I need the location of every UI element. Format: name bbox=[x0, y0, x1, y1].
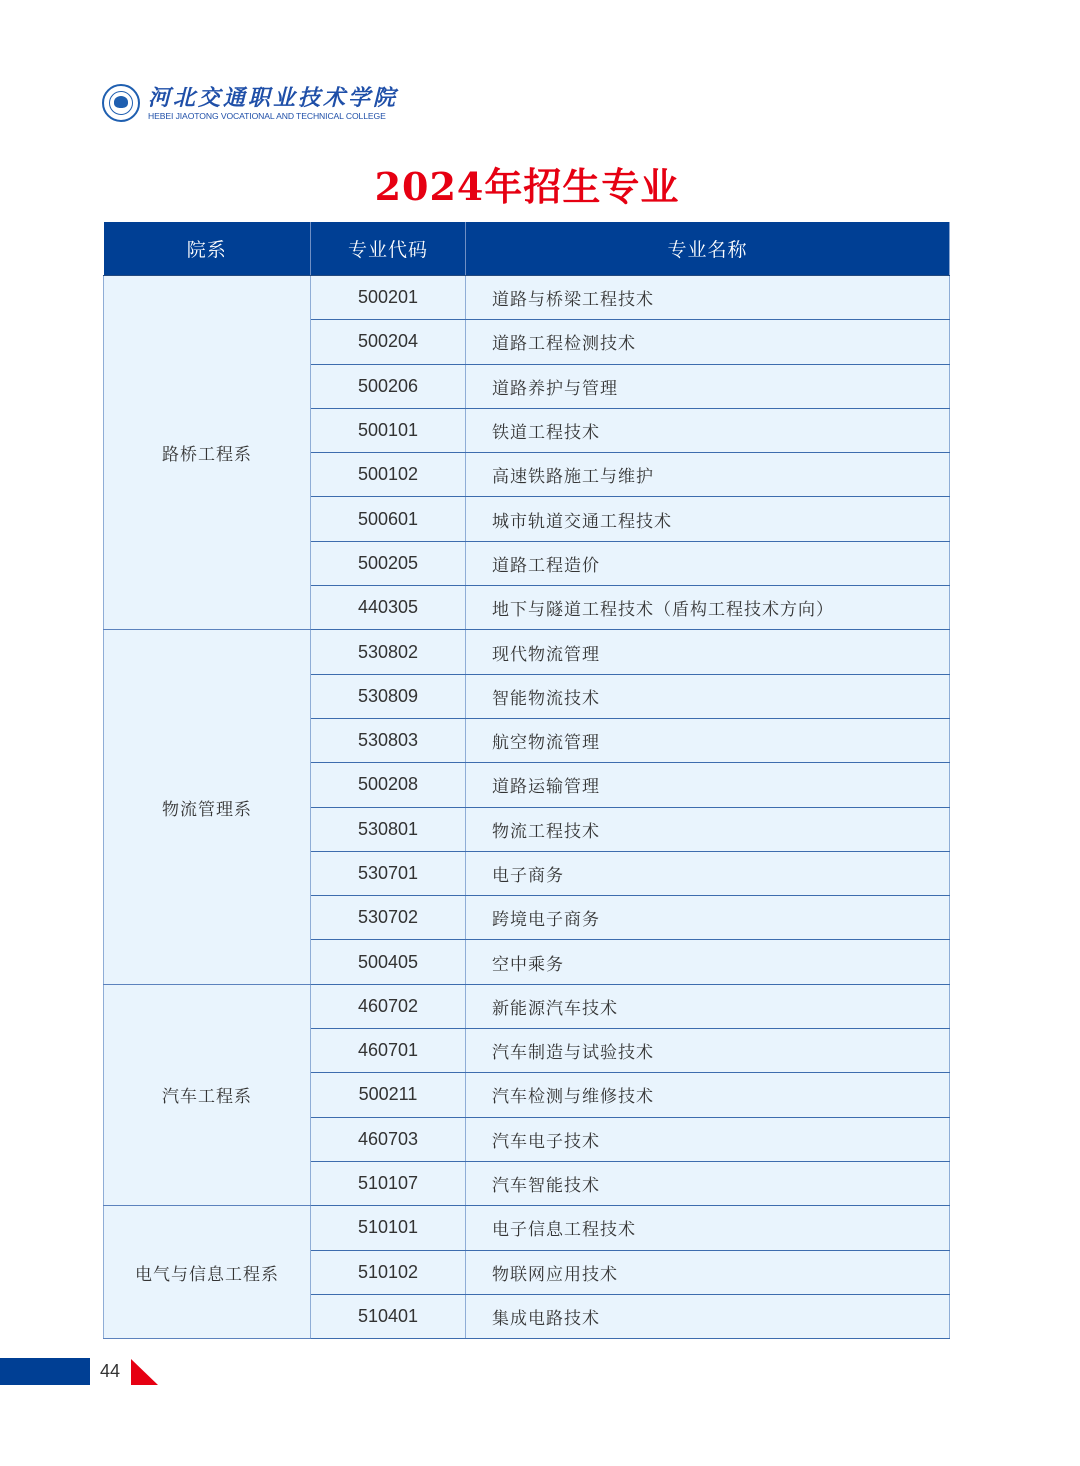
major-code-cell: 500204 bbox=[311, 320, 466, 364]
page-number: 44 bbox=[100, 1361, 121, 1381]
logo-chinese-name: 河北交通职业技术学院 bbox=[148, 85, 399, 111]
major-name-cell: 道路工程造价 bbox=[466, 541, 950, 585]
major-code-cell: 530701 bbox=[311, 851, 466, 895]
major-code-cell: 500201 bbox=[311, 276, 466, 320]
college-emblem-icon bbox=[102, 84, 140, 122]
major-code-cell: 460702 bbox=[311, 984, 466, 1028]
major-name-cell: 道路工程检测技术 bbox=[466, 320, 950, 364]
column-header-code: 专业代码 bbox=[311, 222, 466, 276]
page-title: 2024年招生专业 bbox=[374, 164, 680, 209]
department-cell: 汽车工程系 bbox=[104, 984, 311, 1205]
major-name-cell: 智能物流技术 bbox=[466, 674, 950, 718]
major-code-cell: 530801 bbox=[311, 807, 466, 851]
department-cell: 物流管理系 bbox=[104, 630, 311, 984]
major-code-cell: 460703 bbox=[311, 1117, 466, 1161]
major-name-cell: 现代物流管理 bbox=[466, 630, 950, 674]
major-code-cell: 510401 bbox=[311, 1294, 466, 1338]
major-code-cell: 530803 bbox=[311, 718, 466, 762]
major-name-cell: 高速铁路施工与维护 bbox=[466, 453, 950, 497]
major-code-cell: 510102 bbox=[311, 1250, 466, 1294]
table-row bbox=[104, 1206, 950, 1250]
major-code-cell: 530809 bbox=[311, 674, 466, 718]
major-code-cell: 530802 bbox=[311, 630, 466, 674]
major-code-cell: 500102 bbox=[311, 453, 466, 497]
footer-triangle-decoration bbox=[131, 1359, 158, 1385]
table-row bbox=[104, 630, 950, 674]
column-header-department: 院系 bbox=[104, 222, 311, 276]
major-name-cell: 物联网应用技术 bbox=[466, 1250, 950, 1294]
major-name-cell: 电子商务 bbox=[466, 851, 950, 895]
major-code-cell: 500601 bbox=[311, 497, 466, 541]
column-header-major-name: 专业名称 bbox=[466, 222, 950, 276]
major-name-cell: 电子信息工程技术 bbox=[466, 1206, 950, 1250]
major-name-cell: 物流工程技术 bbox=[466, 807, 950, 851]
logo-text bbox=[148, 85, 398, 121]
major-name-cell: 跨境电子商务 bbox=[466, 896, 950, 940]
major-name-cell: 集成电路技术 bbox=[466, 1294, 950, 1338]
major-code-cell: 500211 bbox=[311, 1073, 466, 1117]
majors-table bbox=[103, 222, 950, 1339]
major-code-cell: 500101 bbox=[311, 408, 466, 452]
major-name-cell: 汽车智能技术 bbox=[466, 1161, 950, 1205]
major-code-cell: 510107 bbox=[311, 1161, 466, 1205]
table-header-row bbox=[104, 222, 950, 276]
major-code-cell: 460701 bbox=[311, 1029, 466, 1073]
major-name-cell: 汽车检测与维修技术 bbox=[466, 1073, 950, 1117]
table-row bbox=[104, 276, 950, 320]
major-name-cell: 汽车电子技术 bbox=[466, 1117, 950, 1161]
major-name-cell: 城市轨道交通工程技术 bbox=[466, 497, 950, 541]
major-code-cell: 500208 bbox=[311, 763, 466, 807]
major-name-cell: 道路运输管理 bbox=[466, 763, 950, 807]
major-code-cell: 510101 bbox=[311, 1206, 466, 1250]
major-name-cell: 道路养护与管理 bbox=[466, 364, 950, 408]
major-code-cell: 440305 bbox=[311, 586, 466, 630]
major-name-cell: 道路与桥梁工程技术 bbox=[466, 276, 950, 320]
major-code-cell: 500405 bbox=[311, 940, 466, 984]
table-row bbox=[104, 984, 950, 1028]
major-name-cell: 地下与隧道工程技术（盾构工程技术方向） bbox=[466, 586, 950, 630]
department-cell: 电气与信息工程系 bbox=[104, 1206, 311, 1339]
major-name-cell: 新能源汽车技术 bbox=[466, 984, 950, 1028]
footer-bar bbox=[0, 1358, 90, 1385]
department-cell: 路桥工程系 bbox=[104, 276, 311, 630]
major-name-cell: 汽车制造与试验技术 bbox=[466, 1029, 950, 1073]
college-logo bbox=[102, 84, 398, 122]
major-code-cell: 530702 bbox=[311, 896, 466, 940]
major-name-cell: 航空物流管理 bbox=[466, 718, 950, 762]
logo-english-name: HEBEI JIAOTONG VOCATIONAL AND TECHNICAL COLLEGE bbox=[148, 111, 386, 121]
major-name-cell: 铁道工程技术 bbox=[466, 408, 950, 452]
major-code-cell: 500205 bbox=[311, 541, 466, 585]
major-name-cell: 空中乘务 bbox=[466, 940, 950, 984]
major-code-cell: 500206 bbox=[311, 364, 466, 408]
